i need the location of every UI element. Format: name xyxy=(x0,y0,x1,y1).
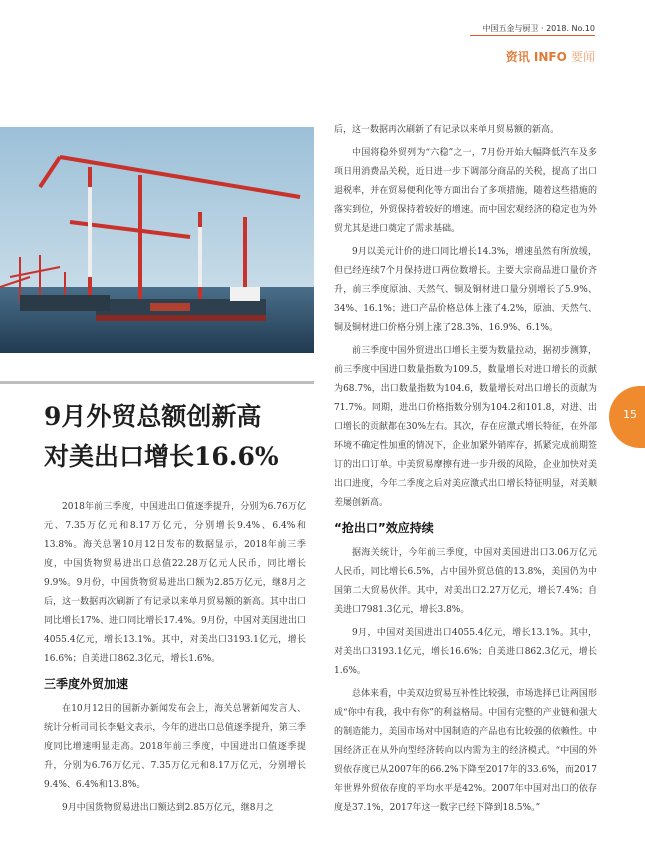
section-en: INFO xyxy=(533,50,567,64)
paragraph: 据海关统计，今年前三季度，中国对美国进出口3.06万亿元人民币，同比增长6.5%，占中国外贸总值的13.8%，美国仍为中国第二大贸易伙伴。其中，对美出口2.27万亿元，增长7.4%；自美进口7981.3亿元，增长3.8%。 xyxy=(334,548,597,615)
page-number-tab xyxy=(609,386,645,448)
section-label xyxy=(506,48,595,65)
section-sub: 要闻 xyxy=(570,50,595,64)
journal-header: 中国五金与厨卫 · 2018. No.10 xyxy=(482,24,595,33)
header-rule xyxy=(470,35,595,36)
port-photo xyxy=(0,127,314,353)
article-title xyxy=(44,397,314,477)
paragraph: 前三季度中国外贸进出口增长主要为数量拉动，据初步测算，前三季度中国进口数量指数为109.5，数量增长对进口增长的贡献为68.7%，出口数量指数为104.6，数量增长对出口增长的贡献为71.7%。同期，进出口价格指数分别为104.2和101.8，对进、出口增长的贡献都在30%左右。其次，存在应激式增长特征，在外部环境不确定性加重的情况下，企业加紧外销库存，抓紧完成前期签订的出口订单。中美贸易摩擦有进一步升级的风险，企业加快对美出口进度，今年二季度之后对美应激式出口增长特征明显，对美顺差屡创新高。 xyxy=(334,346,598,508)
port-cranes-image xyxy=(0,127,314,353)
paragraph: 中国将稳外贸列为“六稳”之一，7月份开始大幅降低汽车及多项日用消费品关税，近日进一步下调部分商品的关税，提高了出口退税率，并在贸易便利化等方面出台了多项措施，随着这些措施的落实到位，外贸保持着较好的增速。而中国宏观经济的稳定也为外贸尤其是进口奠定了需求基础。 xyxy=(334,148,597,234)
title-divider xyxy=(0,381,314,384)
title-line-2: 对美出口增长16.6% xyxy=(44,442,279,471)
paragraph: 总体来看，中美双边贸易互补性比较强，市场选择已让两国形成“你中有我，我中有你”的利益格局。中国有完整的产业链和强大的制造能力，美国市场对中国制造的产品也有比较强的依赖性。中国经济正在从外向型经济转向以内需为主的经济模式。“中国的外贸依存度已从2007年的66.2%下降至2017年的33.6%，而2017年世界外贸依存度的平均水平是42%。2007年中国对出口的依存度是37.1%，2017年这一数字已经下降到18.5%。” xyxy=(334,689,597,813)
paragraph: 在10月12日的国新办新闻发布会上，海关总署新闻发言人、统计分析司司长李魁文表示，今年的进出口总值逐季提升，第三季度同比增速明显走高。2018年前三季度，中国进出口值逐季提升，分别为6.76万亿元、7.35万亿元和8.17万亿元，分别增长9.4%、6.4%和13.8%。 xyxy=(44,704,306,790)
subheading: “抢出口”效应持续 xyxy=(334,521,434,535)
paragraph: 9月以美元计价的进口同比增长14.3%，增速虽然有所放缓，但已经连续7个月保持进口两位数增长。主要大宗商品进口量价齐升，前三季度原油、天然气、铜及铜材进口量分别增长了5.9%、34%、16.1%；进口产品价格总体上涨了4.2%，原油、天然气、铜及铜材进口价格分别上涨了28.3%、16.9%、6.1%。 xyxy=(334,247,597,333)
section-cn: 资讯 xyxy=(505,50,530,64)
paragraph: 2018年前三季度，中国进出口值逐季提升，分别为6.76万亿元、7.35万亿元和8.17万亿元，分别增长9.4%、6.4%和13.8%。海关总署10月12日发布的数据显示，2018年前三季度，中国货物贸易进出口总值22.28万亿元人民币，同比增长9.9%。9月份，中国货物贸易进出口额为2.85万亿元，继8月之后，这一数据再次刷新了有记录以来单月贸易额的新高。其中出口同比增长17%、进口同比增长17.4%。9月份，中国对美国进出口4055.4亿元，增长13.1%。其中，对美出口3193.1亿元，增长16.6%；自美进口862.3亿元，增长1.6%。 xyxy=(44,502,306,664)
paragraph: 9月，中国对美国进出口4055.4亿元，增长13.1%。其中，对美出口3193.1亿元，增长16.6%；自美进口862.3亿元，增长1.6%。 xyxy=(334,628,597,676)
right-column xyxy=(334,121,597,822)
paragraph: 9月中国货物贸易进出口额达到2.85万亿元，继8月之 xyxy=(62,803,274,813)
subheading: 三季度外贸加速 xyxy=(44,677,129,691)
title-line-1: 9月外贸总额创新高 xyxy=(44,402,262,431)
page-number: 15 xyxy=(623,408,637,421)
paragraph: 后，这一数据再次刷新了有记录以来单月贸易额的新高。 xyxy=(334,125,560,135)
left-column xyxy=(44,498,306,822)
